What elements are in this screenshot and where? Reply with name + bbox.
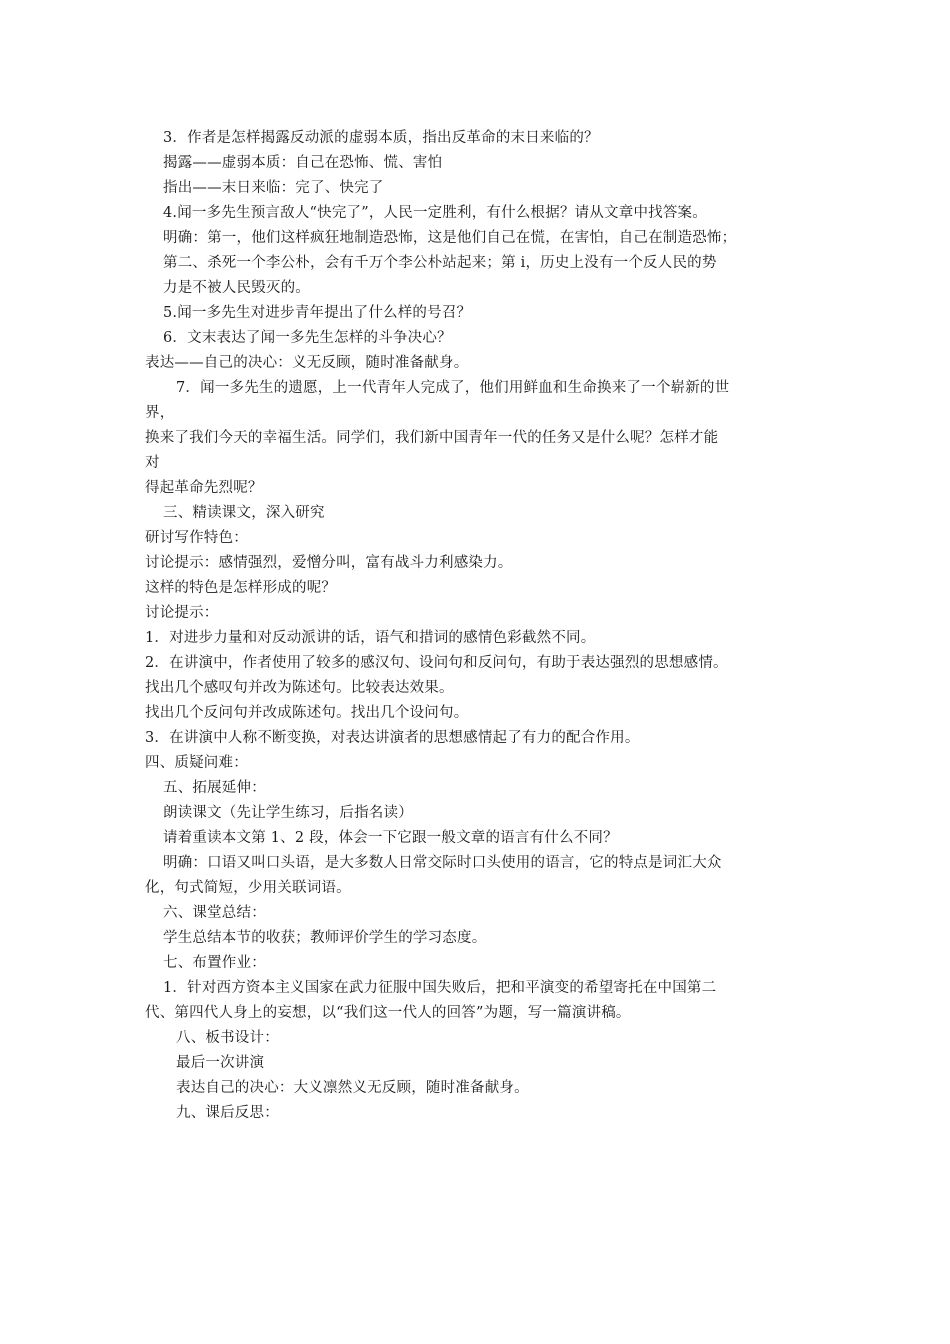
section-3-heading: 三、精读课文，深入研究 [163, 505, 325, 521]
question-3: 3．作者是怎样揭露反动派的虚弱本质，指出反革命的末日来临的？ [163, 130, 599, 146]
feature-question: 这样的特色是怎样形成的呢？ [145, 580, 337, 596]
board-content: 表达自己的决心：大义凛然义无反顾，随时准备献身。 [176, 1080, 529, 1096]
homework-line-1: 1．针对西方资本主义国家在武力征服中国失败后，把和平演变的希望寄托在中国第二 [163, 980, 717, 996]
summary-text: 学生总结本节的收获；教师评价学生的学习态度。 [163, 930, 487, 946]
writing-features-prompt: 研讨写作特色： [145, 530, 248, 546]
answer-3-point-out: 指出——末日来临：完了、快完了 [163, 180, 384, 196]
answer-3-expose: 揭露——虚弱本质：自己在恐怖、慌、害怕 [163, 155, 443, 171]
question-7-line-2: 界， [145, 405, 175, 421]
clarification-line-2: 化，句式简短，少用关联词语。 [145, 880, 351, 896]
hint-point-3: 3．在讲演中人称不断变换，对表达讲演者的思想感情起了有力的配合作用。 [145, 730, 640, 746]
question-6: 6．文末表达了闻一多先生怎样的斗争决心？ [163, 330, 452, 346]
section-6-heading: 六、课堂总结： [163, 905, 266, 921]
question-7-line-1: 7．闻一多先生的遗愿，上一代青年人完成了，他们用鲜血和生命换来了一个崭新的世 [176, 380, 730, 396]
exercise-rhetorical: 找出几个反问句并改成陈述句。找出几个设问句。 [145, 705, 469, 721]
question-5: 5.闻一多先生对进步青年提出了什么样的号召？ [163, 305, 472, 321]
question-7-line-5: 得起革命先烈呢？ [145, 480, 263, 496]
hint-point-1: 1．对进步力量和对反动派讲的话，语气和措词的感情色彩截然不同。 [145, 630, 596, 646]
hint-point-2: 2．在讲演中，作者使用了较多的感汉句、设问句和反问句，有助于表达强烈的思想感情。 [145, 655, 728, 671]
answer-4-line-1: 明确：第一，他们这样疯狂地制造恐怖，这是他们自己在慌，在害怕，自己在制造恐怖； [163, 230, 737, 246]
section-9-heading: 九、课后反思： [176, 1105, 279, 1121]
section-8-heading: 八、板书设计： [176, 1030, 279, 1046]
question-7-line-3: 换来了我们今天的幸福生活。同学们，我们新中国青年一代的任务又是什么呢？怎样才能 [145, 430, 719, 446]
section-7-heading: 七、布置作业： [163, 955, 266, 971]
clarification-line-1: 明确：口语又叫口头语，是大多数人日常交际时口头使用的语言，它的特点是词汇大众 [163, 855, 722, 871]
exercise-exclamation: 找出几个感叹句并改为陈述句。比较表达效果。 [145, 680, 454, 696]
question-4: 4.闻一多先生预言敌人“快完了”，人民一定胜利，有什么根据？请从文章中找答案。 [163, 205, 707, 221]
discussion-hint-1: 讨论提示：感情强烈，爱憎分叫，富有战斗力利感染力。 [145, 555, 513, 571]
section-4-heading: 四、质疑问难： [145, 755, 248, 771]
answer-4-line-3: 力是不被人民毁灭的。 [163, 280, 310, 296]
homework-line-2: 代、第四代人身上的妄想，以“我们这一代人的回答”为题，写一篇演讲稿。 [145, 1005, 631, 1021]
answer-4-line-2: 第二、杀死一个李公朴，会有千万个李公朴站起来；第 i，历史上没有一个反人民的势 [163, 255, 717, 271]
section-5-heading: 五、拓展延伸： [163, 780, 266, 796]
answer-6: 表达——自己的决心：义无反顾，随时准备献身。 [145, 355, 469, 371]
board-title: 最后一次讲演 [176, 1055, 265, 1071]
reread-instruction: 请着重读本文第 1、2 段，体会一下它跟一般文章的语言有什么不同？ [163, 830, 618, 846]
question-7-line-4: 对 [145, 455, 160, 471]
discussion-hint-2: 讨论提示： [145, 605, 219, 621]
read-aloud-instruction: 朗读课文（先让学生练习，后指名读） [163, 805, 413, 821]
